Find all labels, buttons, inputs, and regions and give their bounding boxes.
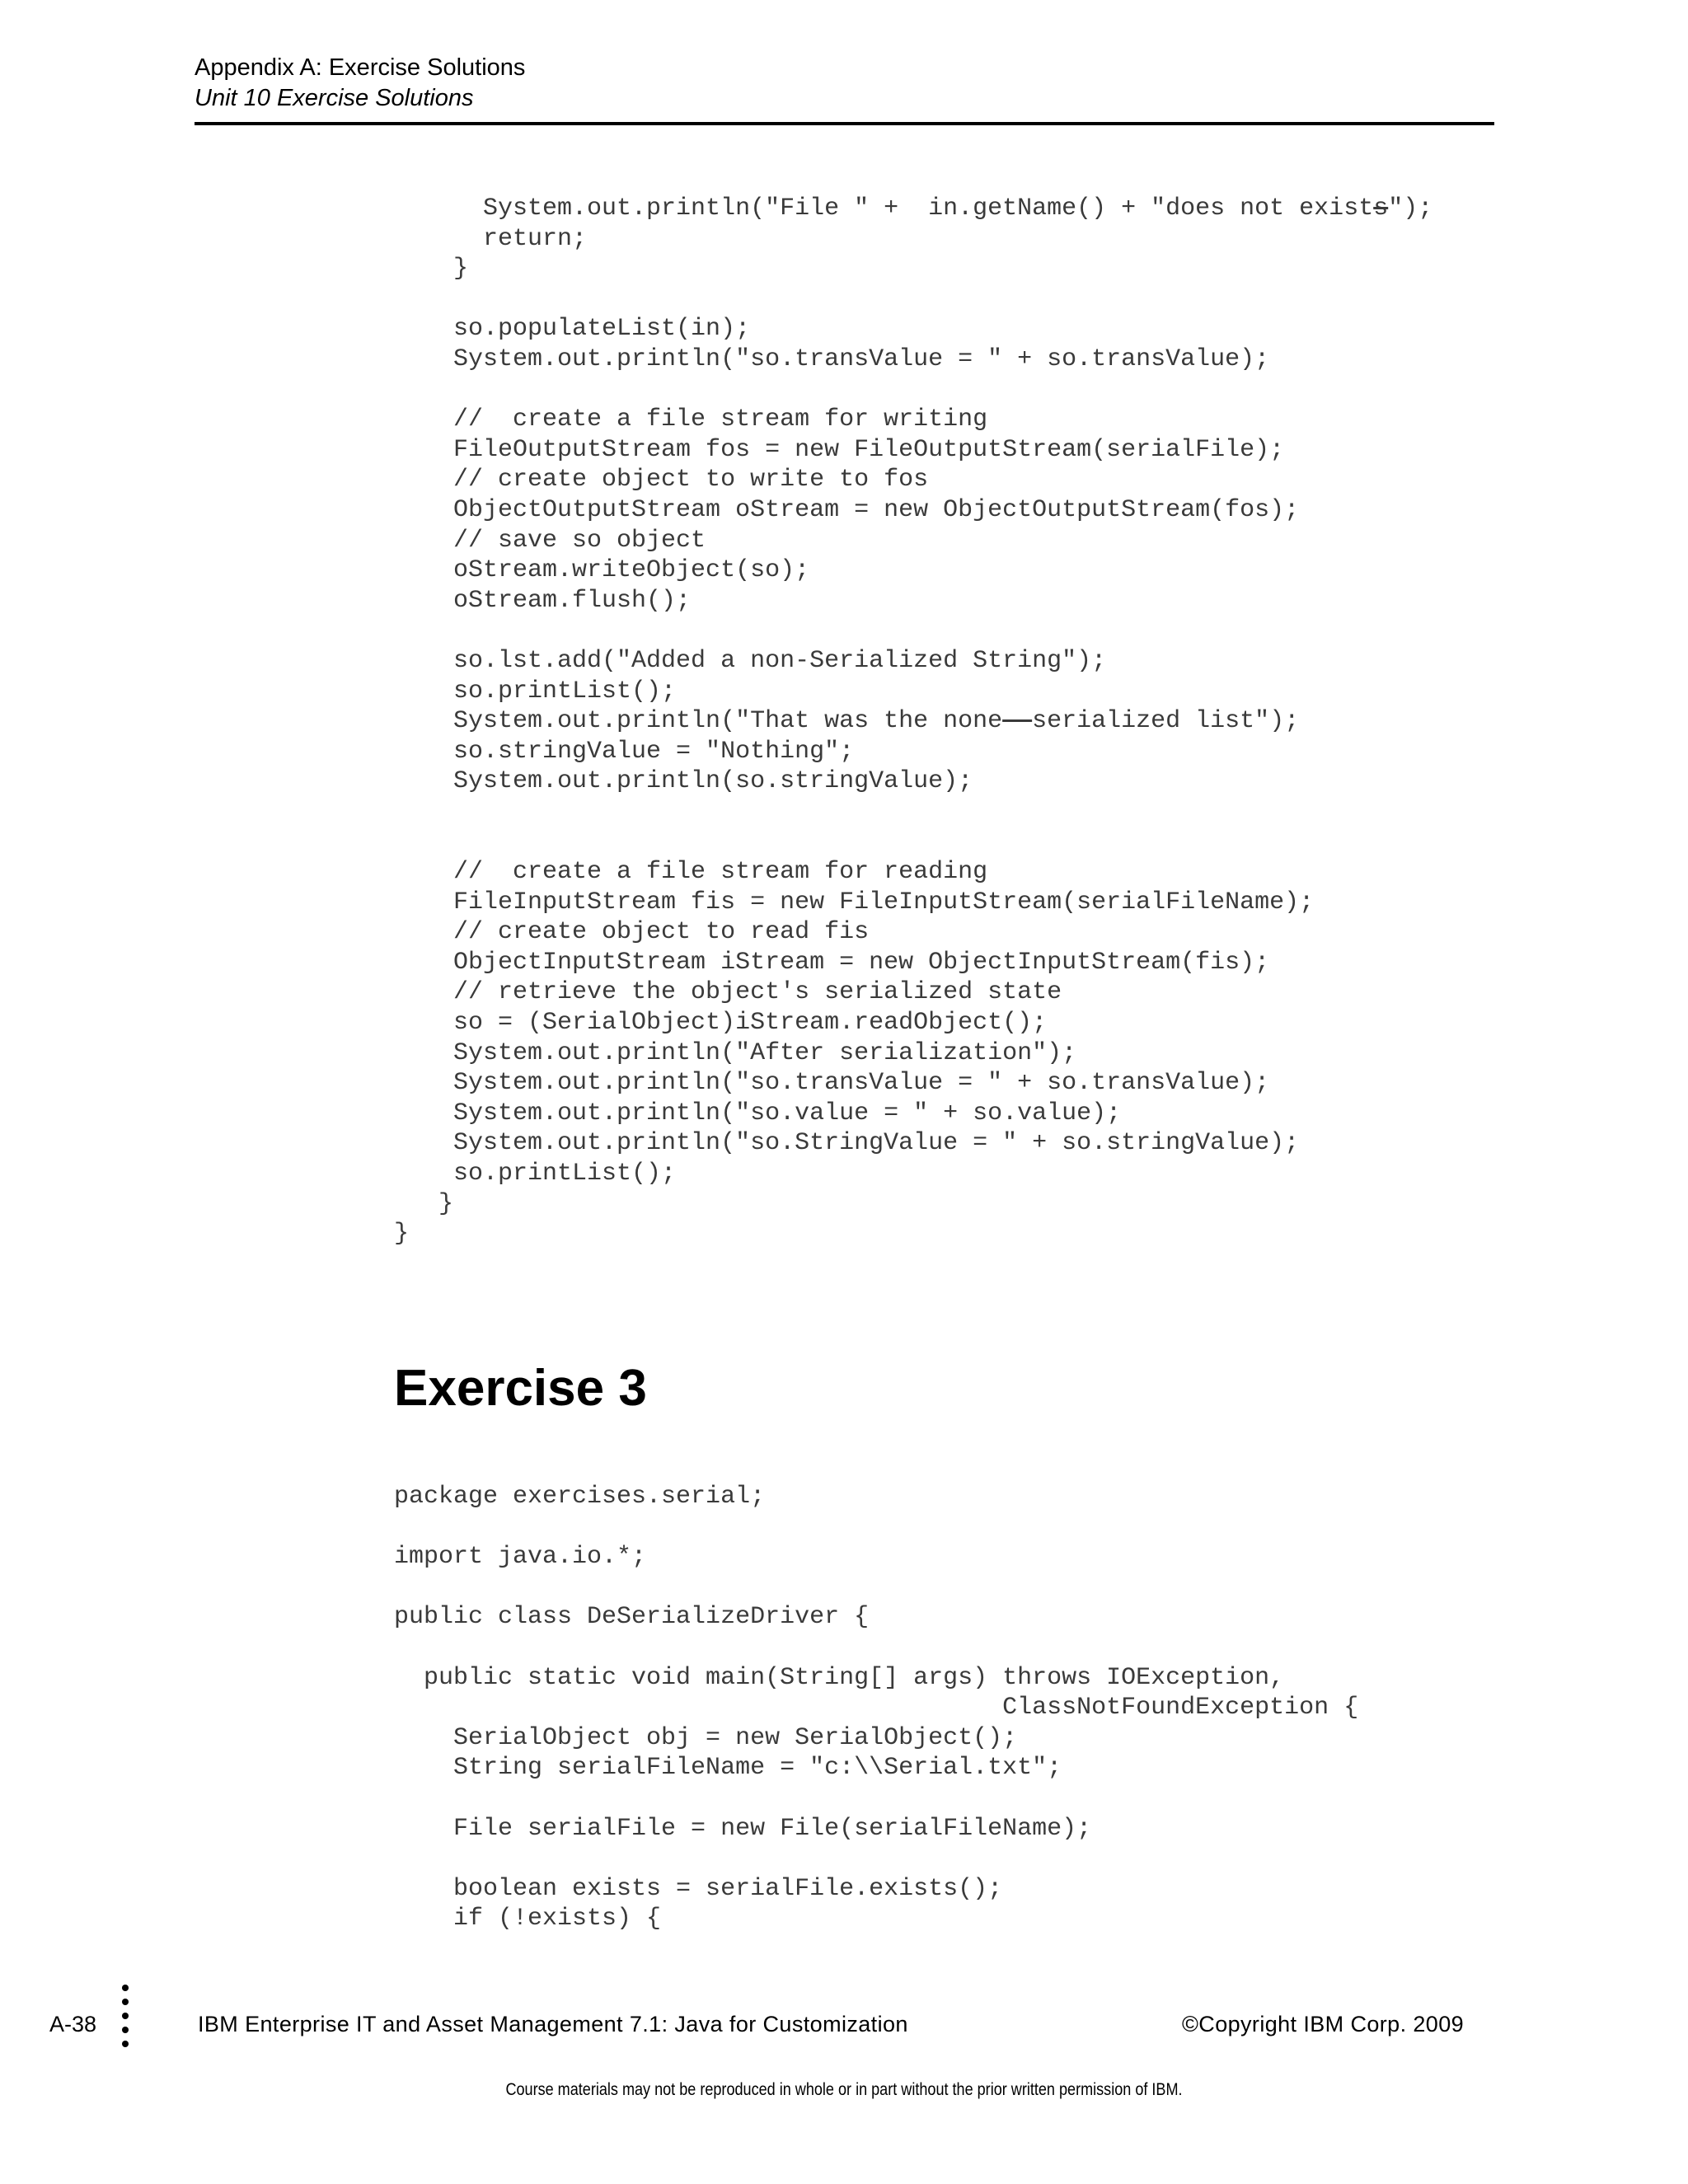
code-listing-bottom — [394, 1482, 1358, 1934]
code-line: public static void main(String[] args) throws IOException, — [394, 1663, 1285, 1692]
code-line: File serialFile = new File(serialFileName); — [394, 1814, 1092, 1843]
code-line: SerialObject obj = new SerialObject(); — [394, 1723, 1018, 1752]
code-line — [394, 1783, 1358, 1814]
code-line: // create a file stream for reading — [394, 858, 988, 887]
code-line — [394, 284, 1432, 315]
code-line: System.out.println("so.transValue = " + so.transValue); — [394, 1069, 1270, 1098]
code-line: System.out.println("That was the none--serialized list"); — [394, 707, 1300, 736]
code-line: System.out.println(so.stringValue); — [394, 767, 973, 796]
code-line: System.out.println("so.StringValue = " + so.stringValue); — [394, 1129, 1300, 1158]
header-title: Appendix A: Exercise Solutions — [195, 54, 526, 81]
code-line: // create object to write to fos — [394, 466, 929, 494]
code-line: FileOutputStream fos = new FileOutputStream(serialFile); — [394, 435, 1285, 464]
code-line — [394, 375, 1432, 405]
footer-dots-divider — [122, 1985, 130, 2055]
exercise-heading: Exercise 3 — [394, 1360, 647, 1417]
code-listing-top — [394, 194, 1432, 1249]
code-line: // save so object — [394, 526, 706, 555]
code-line: if (!exists) { — [394, 1905, 662, 1933]
code-line: import java.io.*; — [394, 1543, 647, 1572]
copyright-notice: ©Copyright IBM Corp. 2009 — [1182, 2012, 1465, 2036]
code-line: so.printList(); — [394, 1160, 677, 1188]
code-line: so = (SerialObject)iStream.readObject(); — [394, 1009, 1048, 1038]
code-line — [394, 1572, 1358, 1603]
code-line: so.printList(); — [394, 677, 677, 705]
code-line: System.out.println("File " + in.getName() + "does not exists"); — [394, 194, 1433, 223]
code-line: } — [394, 1189, 454, 1218]
code-line: so.stringValue = "Nothing"; — [394, 737, 855, 766]
code-line: ClassNotFoundException { — [394, 1694, 1359, 1722]
code-line: System.out.println("After serialization"); — [394, 1038, 1077, 1067]
code-line: ObjectOutputStream oStream = new ObjectOutputStream(fos); — [394, 495, 1300, 524]
page-number: A-38 — [49, 2012, 97, 2036]
code-line: return; — [394, 224, 588, 253]
code-line — [394, 1844, 1358, 1874]
code-line — [394, 827, 1432, 857]
code-line: } — [394, 255, 469, 284]
code-line: ObjectInputStream iStream = new ObjectInputStream(fis); — [394, 948, 1270, 977]
code-line: String serialFileName = "c:\\Serial.txt"; — [394, 1754, 1062, 1783]
code-line: // create object to read fis — [394, 918, 870, 947]
header-rule — [195, 122, 1494, 125]
code-line: // create a file stream for writing — [394, 405, 988, 434]
code-line: oStream.flush(); — [394, 586, 692, 615]
code-line: FileInputStream fis = new FileInputStream(serialFileName); — [394, 888, 1315, 916]
code-line: so.lst.add("Added a non-Serialized String"); — [394, 646, 1107, 675]
code-line — [394, 1512, 1358, 1543]
code-line — [394, 1633, 1358, 1663]
code-line: so.populateList(in); — [394, 315, 751, 344]
code-line: System.out.println("so.transValue = " + so.transValue); — [394, 344, 1270, 373]
code-line: } — [394, 1220, 410, 1249]
page-header — [195, 53, 1493, 114]
course-title: IBM Enterprise IT and Asset Management 7.1: Java for Customization — [198, 2012, 908, 2036]
code-line: package exercises.serial; — [394, 1483, 766, 1511]
code-line: boolean exists = serialFile.exists(); — [394, 1874, 1003, 1903]
code-line: oStream.writeObject(so); — [394, 556, 810, 585]
code-line — [394, 616, 1432, 646]
legal-notice: Course materials may not be reproduced in whole or in part without the prior written permission of IBM. — [505, 2080, 1183, 2099]
code-line: System.out.println("so.value = " + so.value); — [394, 1099, 1122, 1127]
header-subtitle: Unit 10 Exercise Solutions — [195, 85, 474, 111]
code-line — [394, 797, 1432, 827]
code-line: public class DeSerializeDriver { — [394, 1603, 870, 1632]
code-line: // retrieve the object's serialized state — [394, 978, 1062, 1007]
